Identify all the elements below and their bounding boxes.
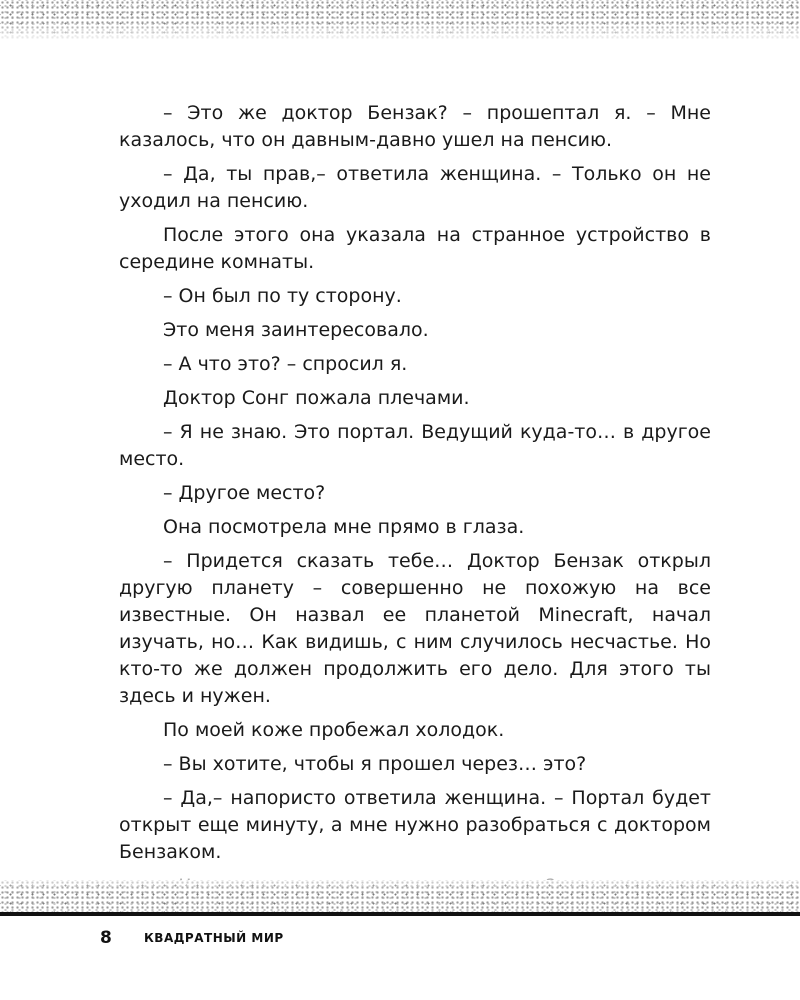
running-title: КВАДРАТНЫЙ МИР: [144, 931, 284, 945]
paragraph-1: – Это же доктор Бензак? – прошептал я. – Мне казалось, что он давным-давно ушел на пенсию.: [119, 102, 711, 151]
bottom-border-fade: [0, 874, 800, 890]
paragraph-13: – Вы хотите, чтобы я прошел через… это?: [163, 753, 587, 775]
paragraph-2: – Да, ты прав,– ответила женщина. – Только он не уходил на пенсию.: [119, 163, 711, 212]
paragraph-14: – Да,– напористо ответила женщина. – Портал будет открыт еще минуту, а мне нужно разобраться с доктором Бензаком.: [119, 787, 711, 863]
page-body: [119, 100, 711, 907]
paragraph-3: После этого она указала на странное устройство в середине комнаты.: [119, 224, 711, 273]
paragraph-12: По моей коже пробежал холодок.: [163, 719, 505, 741]
paragraph-5: Это меня заинтересовало.: [163, 319, 429, 341]
page-number: 8: [100, 928, 112, 948]
top-border-fade: [0, 22, 800, 42]
paragraph-7: Доктор Сонг пожала плечами.: [163, 387, 470, 409]
paragraph-4: – Он был по ту сторону.: [163, 285, 402, 307]
paragraph-10: Она посмотрела мне прямо в глаза.: [163, 516, 525, 538]
paragraph-11: – Придется сказать тебе… Доктор Бензак открыл другую планету – совершенно не похожую на все известные. Он назвал ее планетой Minecraft, начал изучать, но… Как видишь, с ним случилось несчастье. Но кто-то же должен продолжить его дело. Для этого ты здесь и нужен.: [119, 550, 711, 707]
paragraph-8: – Я не знаю. Это портал. Ведущий куда-то… в другое место.: [119, 421, 711, 470]
paragraph-6: – А что это? – спросил я.: [163, 353, 408, 375]
paragraph-9: – Другое место?: [163, 482, 326, 504]
footer-rule: [0, 912, 800, 916]
